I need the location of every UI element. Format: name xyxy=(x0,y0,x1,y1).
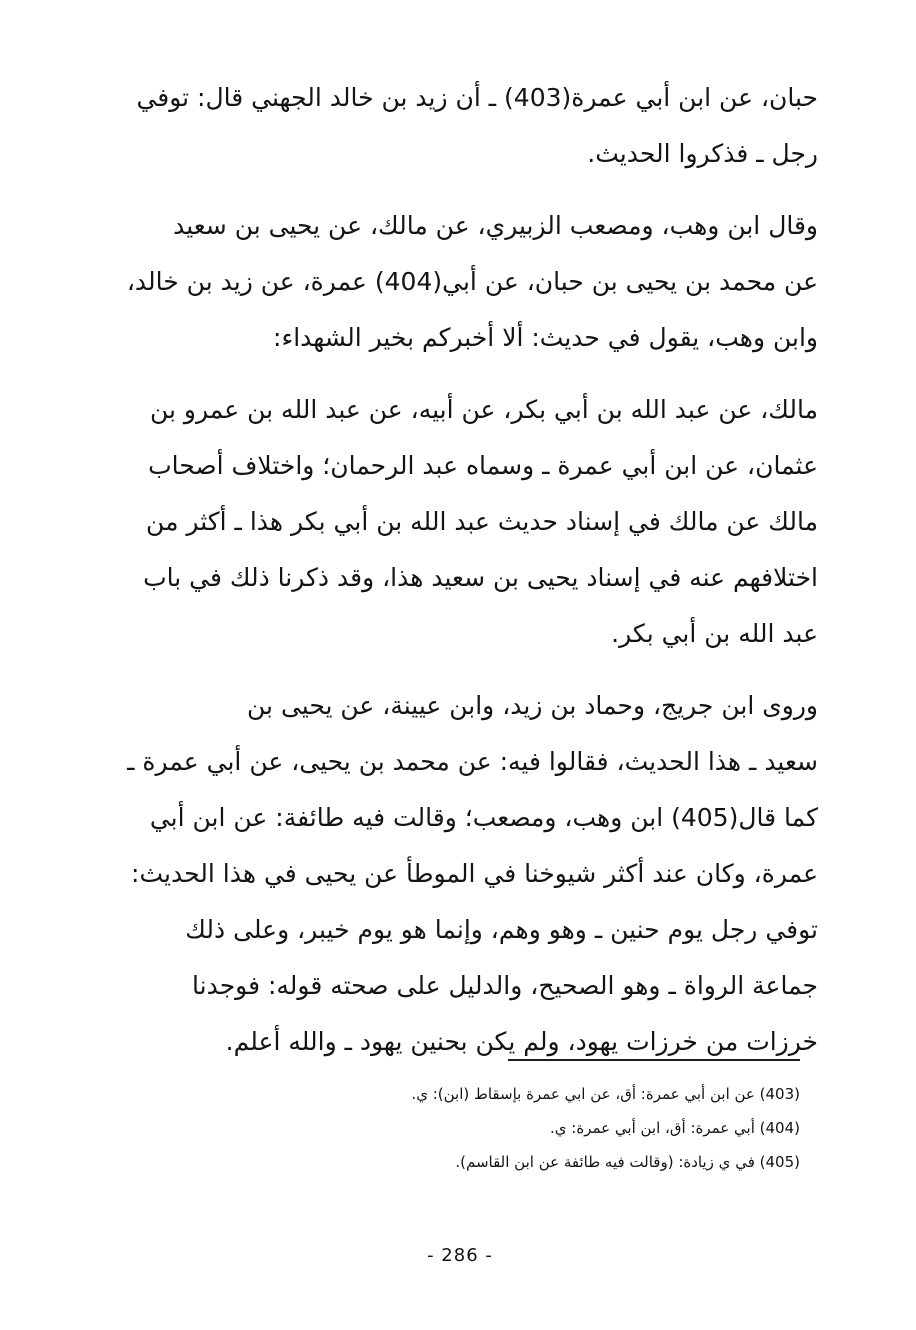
text-line: وقال ابن وهب، ومصعب الزبيري، عن مالك، عن يحيى بن سعيد xyxy=(173,211,818,240)
paragraph-4 xyxy=(78,678,818,1070)
text-line: جماعة الرواة ـ وهو الصحيح، والدليل على صحته قوله: فوجدنا xyxy=(192,971,818,1000)
footnote-separator xyxy=(508,1059,800,1061)
text-line: عن محمد بن يحيى بن حبان، عن أبي(404) عمرة، عن زيد بن خالد، xyxy=(126,267,818,296)
footnote-405: (405) في ي زيادة: (وقالت فيه طائفة عن ابن القاسم). xyxy=(455,1153,800,1171)
text-line: عمرة، وكان عند أكثر شيوخنا في الموطأ عن يحيى في هذا الحديث: xyxy=(131,859,818,888)
text-line: اختلافهم عنه في إسناد يحيى بن سعيد هذا، وقد ذكرنا ذلك في باب xyxy=(143,563,818,592)
text-line: وابن وهب، يقول في حديث: ألا أخبركم بخير الشهداء: xyxy=(273,323,818,352)
text-line: رجل ـ فذكروا الحديث. xyxy=(587,139,818,168)
footnotes xyxy=(300,1077,800,1179)
text-line: توفي رجل يوم حنين ـ وهو وهم، وإنما هو يوم خيبر، وعلى ذلك xyxy=(185,915,818,944)
text-line: عثمان، عن ابن أبي عمرة ـ وسماه عبد الرحمان؛ واختلاف أصحاب xyxy=(148,451,818,480)
footnote-404: (404) أبي عمرة: أق، ابن أبي عمرة: ي. xyxy=(550,1119,800,1137)
text-line: وروى ابن جريج، وحماد بن زيد، وابن عيينة، عن يحيى بن xyxy=(247,691,818,720)
page-number: - 286 - xyxy=(427,1245,493,1266)
paragraph-2 xyxy=(78,198,818,366)
main-text-body xyxy=(78,70,818,1086)
footnote-403: (403) عن ابن أبي عمرة: أق، عن ابي عمرة بإسقاط (ابن): ي. xyxy=(411,1085,800,1103)
text-line: سعيد ـ هذا الحديث، فقالوا فيه: عن محمد بن يحيى، عن أبي عمرة ـ xyxy=(127,747,818,776)
text-line: خرزات من خرزات يهود، ولم يكن بحنين يهود ـ والله أعلم. xyxy=(225,1027,818,1056)
text-line: عبد الله بن أبي بكر. xyxy=(611,619,818,648)
text-line: مالك عن مالك في إسناد حديث عبد الله بن أبي بكر هذا ـ أكثر من xyxy=(146,507,818,536)
text-line: كما قال(405) ابن وهب، ومصعب؛ وقالت فيه طائفة: عن ابن أبي xyxy=(149,803,818,832)
text-line: حبان، عن ابن أبي عمرة(403) ـ أن زيد بن خالد الجهني قال: توفي xyxy=(136,83,818,112)
paragraph-1 xyxy=(78,70,818,182)
paragraph-3 xyxy=(78,382,818,662)
text-line: مالك، عن عبد الله بن أبي بكر، عن أبيه، عن عبد الله بن عمرو بن xyxy=(149,395,818,424)
